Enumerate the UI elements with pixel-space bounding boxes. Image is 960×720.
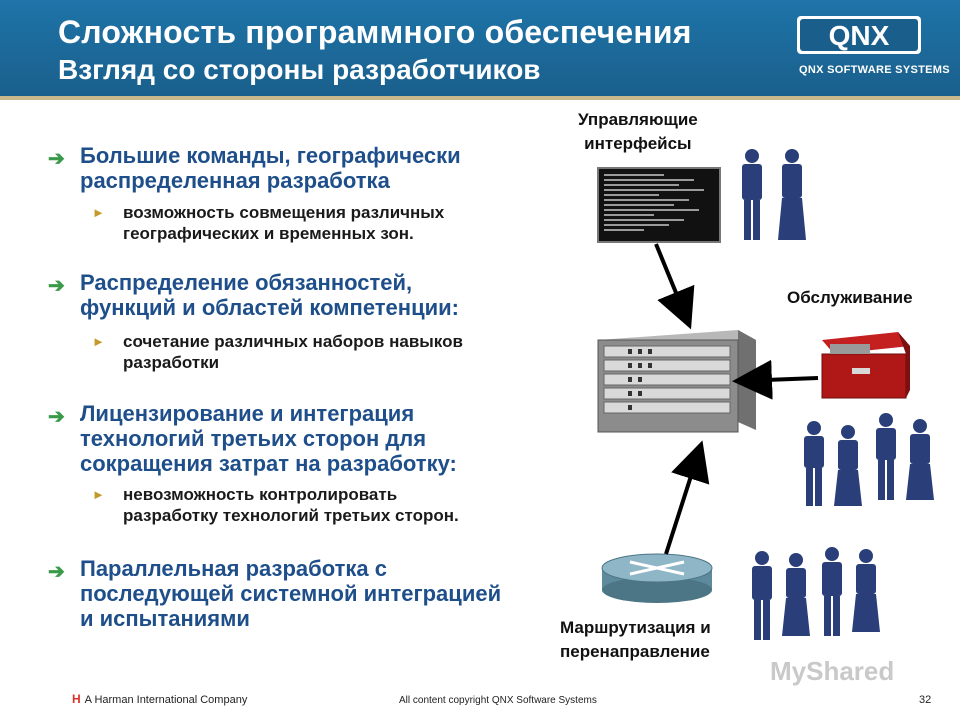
- bullet-main-1: Большие команды, географически распределенная разработка: [80, 143, 461, 193]
- logo-text: QNX: [828, 20, 890, 51]
- footer-company: [72, 692, 247, 706]
- people-group-middle-icon: [800, 410, 940, 510]
- arrow-router-to-server: [666, 448, 700, 554]
- sub-arrow-icon: ►: [92, 334, 105, 349]
- bullet-main-4: Параллельная разработка с последующей системной интеграцией и испытаниями: [80, 556, 502, 631]
- slide-title: Сложность программного обеспечения: [58, 14, 692, 50]
- slide-subtitle: Взгляд со стороны разработчиков: [58, 54, 541, 85]
- bullet-sub-1: возможность совмещения различных географических и временных зон.: [123, 203, 445, 243]
- label-service: Обслуживание: [787, 288, 913, 307]
- bullet-arrow-icon: ➔: [48, 561, 65, 583]
- sub-arrow-icon: ►: [92, 205, 105, 220]
- bullet-main-2: Распределение обязанностей, функций и областей компетенции:: [80, 270, 459, 320]
- watermark: MyShared: [770, 656, 895, 686]
- sub-arrow-icon: ►: [92, 487, 105, 502]
- bullet-main-3: Лицензирование и интеграция технологий третьих сторон для сокращения затрат на разработку:: [80, 401, 457, 476]
- logo-subtitle: QNX SOFTWARE SYSTEMS: [799, 64, 950, 76]
- bullet-sub-2: сочетание различных наборов навыков разработки: [123, 332, 463, 372]
- people-group-top-icon: [736, 148, 816, 244]
- bullet-arrow-icon: ➔: [48, 275, 65, 297]
- arrow-toolbox-to-server: [740, 378, 818, 381]
- label-routing: Маршрутизация и перенаправление: [560, 618, 711, 661]
- people-group-bottom-icon: [748, 544, 888, 644]
- page-number: 32: [919, 694, 932, 706]
- arrow-terminal-to-server: [656, 244, 688, 322]
- label-management-interfaces: Управляющие интерфейсы: [578, 110, 698, 153]
- bullet-arrow-icon: ➔: [48, 148, 65, 170]
- footer-company-text: A Harman International Company: [84, 694, 248, 706]
- footer-copyright: All content copyright QNX Software Systems: [399, 695, 597, 706]
- bullet-sub-3: невозможность контролировать разработку технологий третьих сторон.: [123, 485, 459, 525]
- harman-mark: H: [72, 692, 81, 706]
- bullet-arrow-icon: ➔: [48, 406, 65, 428]
